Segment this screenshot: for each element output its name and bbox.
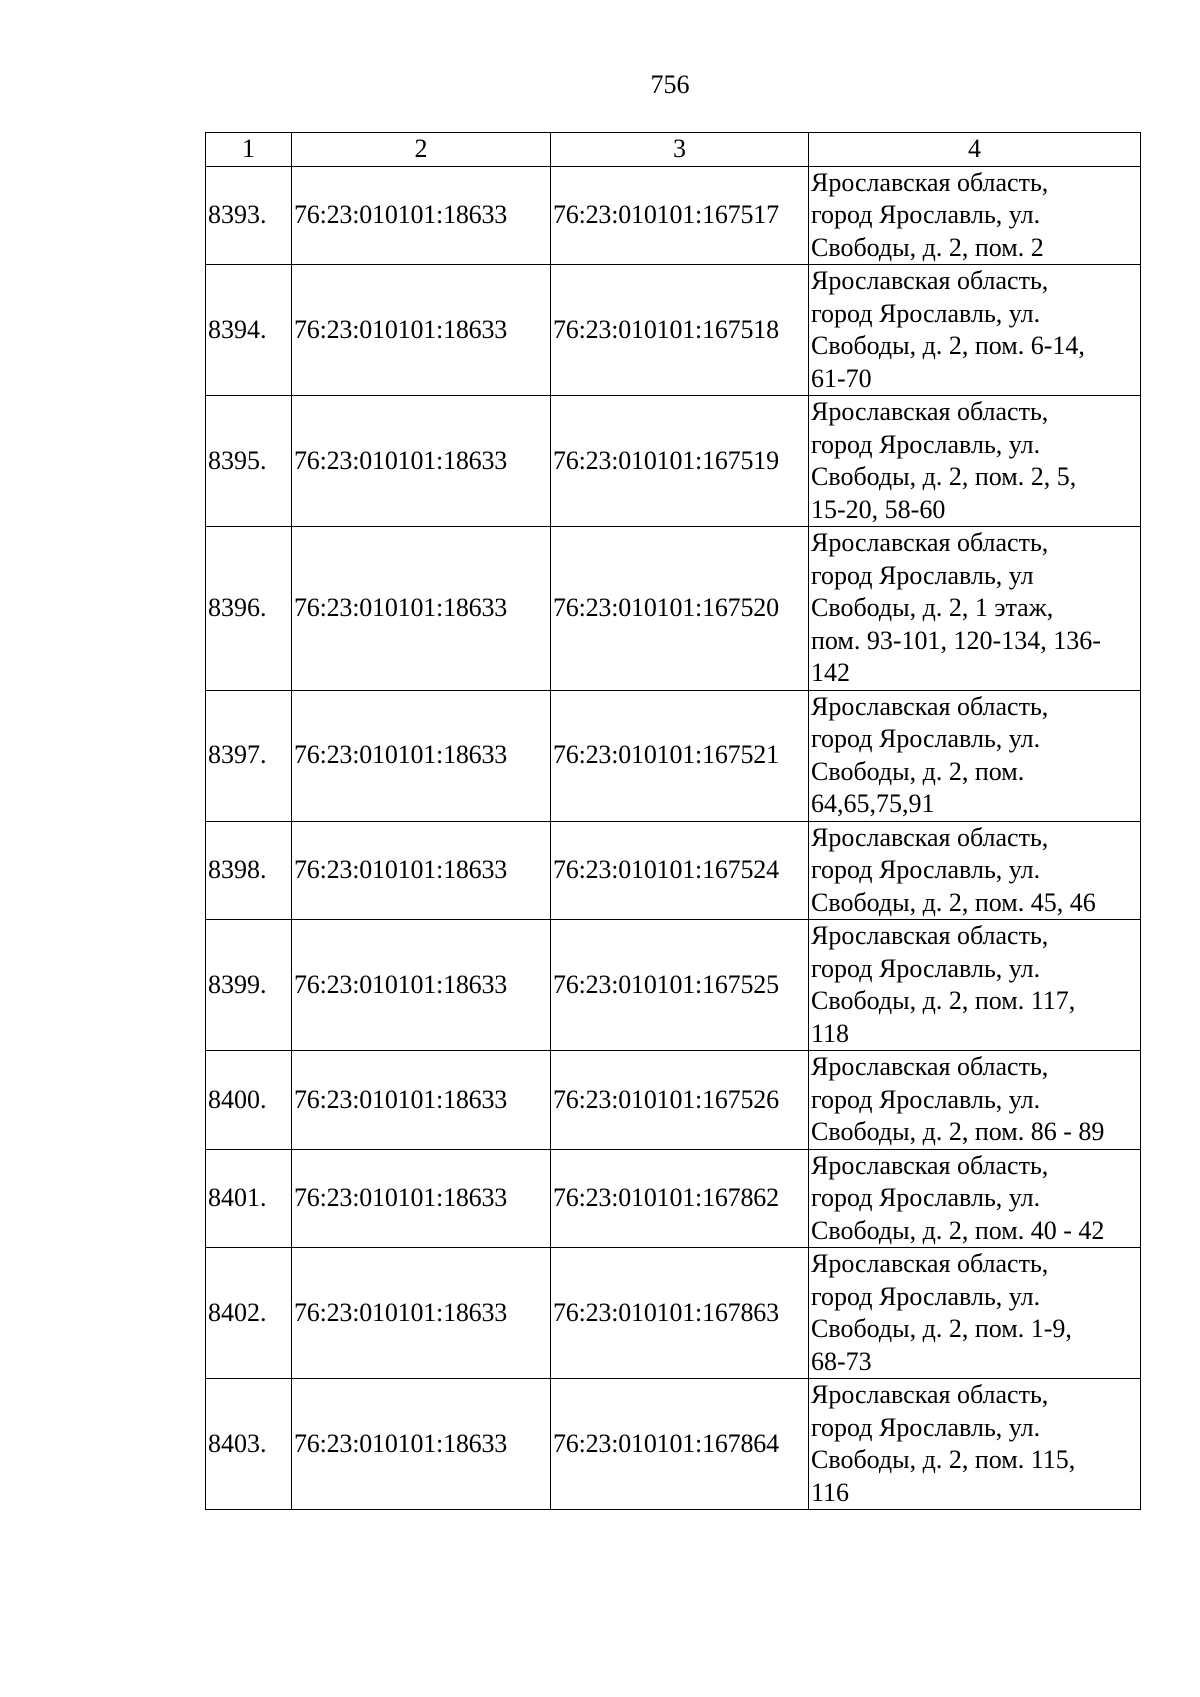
address-line: город Ярославль, ул. [811, 855, 1041, 884]
address-cell [809, 1248, 1141, 1379]
address-cell [809, 920, 1141, 1051]
row-number: 8395. [206, 396, 292, 527]
address-line: 118 [811, 1018, 850, 1048]
row-number: 8402. [206, 1248, 292, 1379]
address-cell [809, 166, 1141, 265]
header-row [206, 133, 1141, 167]
row-number: 8398. [206, 821, 292, 920]
address-line: 61-70 [811, 363, 872, 393]
parent-cadastral-number: 76:23:010101:18633 [292, 265, 551, 396]
address-line: город Ярославль, ул. [811, 953, 1041, 983]
cadastral-number: 76:23:010101:167521 [551, 690, 809, 821]
address-cell [809, 821, 1141, 920]
address-line: Ярославская область, [811, 1150, 1049, 1180]
address-line: Свободы, д. 2, пом. 115, [811, 1445, 1076, 1474]
table-row [206, 1149, 1141, 1248]
parent-cadastral-number: 76:23:010101:18633 [292, 166, 551, 265]
address-line: Ярославская область, [811, 822, 1049, 852]
table-row [206, 1379, 1141, 1510]
cadastral-number: 76:23:010101:167517 [551, 166, 809, 265]
page-number: 756 [650, 70, 690, 99]
parent-cadastral-number: 76:23:010101:18633 [292, 1149, 551, 1248]
row-number: 8397. [206, 690, 292, 821]
address-line: Свободы, д. 2, пом. 1-9, [811, 1314, 1072, 1343]
address-cell [809, 396, 1141, 527]
address-line: Свободы, д. 2, пом. [811, 756, 1025, 786]
address-line: Ярославская область, [811, 1380, 1049, 1409]
cadastral-number: 76:23:010101:167524 [551, 821, 809, 920]
address-line: 68-73 [811, 1346, 872, 1376]
row-number: 8399. [206, 920, 292, 1051]
address-line: Свободы, д. 2, пом. 40 - 42 [811, 1215, 1105, 1245]
address-line: Ярославская область, [811, 1052, 1049, 1081]
address-line: город Ярославль, ул. [811, 1281, 1041, 1311]
header-col-1: 1 [206, 133, 292, 167]
address-line: Ярославская область, [811, 921, 1049, 950]
parent-cadastral-number: 76:23:010101:18633 [292, 1379, 551, 1510]
row-number: 8400. [206, 1051, 292, 1150]
address-cell [809, 1149, 1141, 1248]
address-line: 64,65,75,91 [811, 789, 935, 818]
header-col-2: 2 [292, 133, 551, 167]
cadastral-number: 76:23:010101:167862 [551, 1149, 809, 1248]
parent-cadastral-number: 76:23:010101:18633 [292, 1051, 551, 1150]
address-cell [809, 1051, 1141, 1150]
address-line: пом. 93-101, 120-134, 136- [811, 625, 1101, 655]
registry-table [205, 132, 1141, 1510]
cadastral-number: 76:23:010101:167863 [551, 1248, 809, 1379]
address-line: Свободы, д. 2, пом. 2 [811, 232, 1044, 262]
table-row [206, 265, 1141, 396]
address-line: город Ярославль, ул. [811, 200, 1041, 229]
address-line: город Ярославль, ул. [811, 1084, 1041, 1114]
row-number: 8393. [206, 166, 292, 265]
parent-cadastral-number: 76:23:010101:18633 [292, 396, 551, 527]
address-cell [809, 527, 1141, 691]
address-line: Ярославская область, [811, 167, 1049, 197]
address-line: город Ярославль, ул. [811, 1183, 1041, 1212]
header-col-3: 3 [551, 133, 809, 167]
address-line: 116 [811, 1477, 850, 1507]
address-line: город Ярославль, ул. [811, 724, 1041, 753]
parent-cadastral-number: 76:23:010101:18633 [292, 690, 551, 821]
parent-cadastral-number: 76:23:010101:18633 [292, 920, 551, 1051]
address-line: Свободы, д. 2, пом. 45, 46 [811, 887, 1096, 917]
cadastral-number: 76:23:010101:167864 [551, 1379, 809, 1510]
table-body [206, 166, 1141, 1510]
table-row [206, 821, 1141, 920]
address-line: Ярославская область, [811, 397, 1049, 426]
address-line: Свободы, д. 2, пом. 86 - 89 [811, 1117, 1105, 1146]
table-row [206, 396, 1141, 527]
address-line: город Ярославль, ул. [811, 1412, 1041, 1442]
address-line: Свободы, д. 2, 1 этаж, [811, 593, 1054, 622]
address-line: 15-20, 58-60 [811, 494, 946, 524]
address-line: город Ярославль, ул [811, 560, 1034, 590]
address-line: Ярославская область, [811, 528, 1049, 557]
table-row [206, 690, 1141, 821]
address-line: Ярославская область, [811, 1249, 1049, 1278]
cadastral-number: 76:23:010101:167519 [551, 396, 809, 527]
parent-cadastral-number: 76:23:010101:18633 [292, 1248, 551, 1379]
address-line: Свободы, д. 2, пом. 6-14, [811, 331, 1085, 360]
header-col-4: 4 [809, 133, 1141, 167]
table-row [206, 527, 1141, 691]
address-line: город Ярославль, ул. [811, 298, 1041, 328]
cadastral-number: 76:23:010101:167526 [551, 1051, 809, 1150]
address-cell [809, 1379, 1141, 1510]
address-line: Свободы, д. 2, пом. 117, [811, 986, 1076, 1015]
address-line: 142 [811, 658, 850, 687]
address-cell [809, 265, 1141, 396]
row-number: 8394. [206, 265, 292, 396]
table-row [206, 1248, 1141, 1379]
cadastral-number: 76:23:010101:167520 [551, 527, 809, 691]
table-header [206, 133, 1141, 167]
address-line: Свободы, д. 2, пом. 2, 5, [811, 462, 1077, 491]
address-line: Ярославская область, [811, 691, 1049, 721]
cadastral-number: 76:23:010101:167525 [551, 920, 809, 1051]
parent-cadastral-number: 76:23:010101:18633 [292, 527, 551, 691]
table-row [206, 1051, 1141, 1150]
table-row [206, 166, 1141, 265]
address-line: город Ярославль, ул. [811, 429, 1041, 459]
address-cell [809, 690, 1141, 821]
table-row [206, 920, 1141, 1051]
cadastral-number: 76:23:010101:167518 [551, 265, 809, 396]
address-line: Ярославская область, [811, 266, 1049, 295]
row-number: 8403. [206, 1379, 292, 1510]
row-number: 8396. [206, 527, 292, 691]
row-number: 8401. [206, 1149, 292, 1248]
parent-cadastral-number: 76:23:010101:18633 [292, 821, 551, 920]
